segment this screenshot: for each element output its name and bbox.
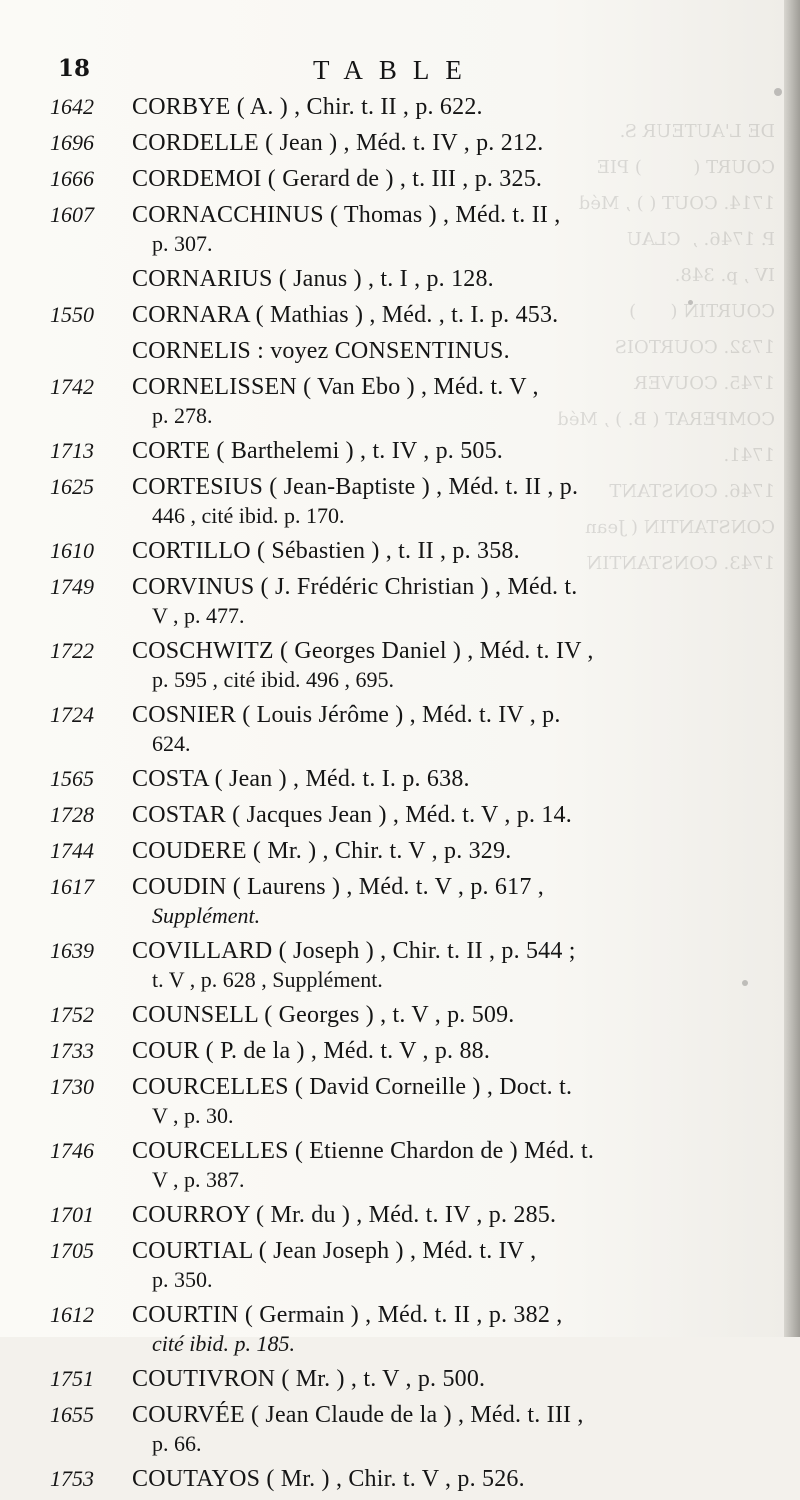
entry-text: COURCELLES ( David Corneille ) , Doct. t. — [132, 1074, 573, 1100]
entry-text: COURCELLES ( Etienne Chardon de ) Méd. t. — [132, 1138, 595, 1164]
index-entry — [50, 572, 750, 636]
entry-text: COUNSELL ( Georges ) , t. V , p. 509. — [132, 1002, 515, 1028]
entry-text: CORTESIUS ( Jean-Baptiste ) , Méd. t. II , p. — [132, 474, 579, 500]
entry-year: 1639 — [50, 938, 94, 963]
entry-continuation: p. 595 , cité ibid. 496 , 695. — [152, 667, 394, 692]
entry-year: 1751 — [50, 1366, 94, 1391]
entry-year: 1612 — [50, 1302, 94, 1327]
entry-year: 1625 — [50, 474, 94, 499]
entry-continuation: p. 278. — [152, 403, 213, 428]
index-entry — [50, 536, 750, 572]
index-entry — [50, 1464, 750, 1500]
index-entry — [50, 436, 750, 472]
entry-text: CORNELIS : voyez CONSENTINUS. — [132, 338, 510, 364]
entry-text: CORTE ( Barthelemi ) , t. IV , p. 505. — [132, 438, 503, 464]
entry-year: 1696 — [50, 130, 94, 155]
page-header — [58, 55, 758, 95]
index-entry — [50, 1200, 750, 1236]
entry-continuation: 446 , cité ibid. p. 170. — [152, 503, 345, 528]
entry-year: 1617 — [50, 874, 94, 899]
index-entries — [50, 92, 750, 1500]
entry-year: 1666 — [50, 166, 94, 191]
index-entry — [50, 264, 750, 300]
entry-text: CORVINUS ( J. Frédéric Christian ) , Méd. t. — [132, 574, 578, 600]
entry-text: COVILLARD ( Joseph ) , Chir. t. II , p. 544 ; — [132, 938, 576, 964]
entry-text: COURVÉE ( Jean Claude de la ) , Méd. t. III , — [132, 1402, 584, 1428]
index-entry — [50, 1136, 750, 1200]
index-entry — [50, 936, 750, 1000]
entry-year: 1701 — [50, 1202, 94, 1227]
index-entry — [50, 200, 750, 264]
entry-text: COSNIER ( Louis Jérôme ) , Méd. t. IV , p. — [132, 702, 561, 728]
entry-year: 1749 — [50, 574, 94, 599]
entry-continuation: V , p. 30. — [152, 1103, 234, 1128]
entry-year: 1705 — [50, 1238, 94, 1263]
index-entry — [50, 800, 750, 836]
index-entry — [50, 1236, 750, 1300]
index-entry — [50, 700, 750, 764]
entry-text: COURROY ( Mr. du ) , Méd. t. IV , p. 285. — [132, 1202, 557, 1228]
entry-continuation: cité ibid. p. 185. — [152, 1331, 295, 1356]
entry-text: CORTILLO ( Sébastien ) , t. II , p. 358. — [132, 538, 520, 564]
dust-speck — [742, 980, 748, 986]
entry-year: 1728 — [50, 802, 94, 827]
entry-text: COSTAR ( Jacques Jean ) , Méd. t. V , p. 14. — [132, 802, 572, 828]
entry-text: CORNARIUS ( Janus ) , t. I , p. 128. — [132, 266, 494, 292]
entry-year: 1607 — [50, 202, 94, 227]
entry-text: CORNACCHINUS ( Thomas ) , Méd. t. II , — [132, 202, 561, 228]
page-number: 18 — [58, 55, 91, 82]
entry-text: COSTA ( Jean ) , Méd. t. I. p. 638. — [132, 766, 470, 792]
show-through-text: DE L'AUTEUR S. COURT ( ) PIE 1714. COUT ( ) , Méd P. 1746. , CLAU IV , p. 348. COURTIN ( ) 1732. COURTOIS 1745. COUVER COMPERAT ( B. ) , Méd 1741. 1746. CONSTANT CONSTANTIN ( Jean 1743. CONSTANTIN — [557, 121, 775, 574]
index-entry — [50, 472, 750, 536]
entry-text: COURTIAL ( Jean Joseph ) , Méd. t. IV , — [132, 1238, 537, 1264]
index-entry — [50, 300, 750, 336]
entry-text: COUTIVRON ( Mr. ) , t. V , p. 500. — [132, 1366, 486, 1392]
index-entry — [50, 764, 750, 800]
entry-text: CORDELLE ( Jean ) , Méd. t. IV , p. 212. — [132, 130, 544, 156]
index-entry — [50, 372, 750, 436]
entry-text: CORDEMOI ( Gerard de ) , t. III , p. 325. — [132, 166, 543, 192]
entry-year: 1753 — [50, 1466, 94, 1491]
entry-year: 1746 — [50, 1138, 94, 1163]
page-edge-shadow — [784, 0, 800, 1337]
entry-year: 1730 — [50, 1074, 94, 1099]
entry-year: 1550 — [50, 302, 94, 327]
index-entry — [50, 1036, 750, 1072]
entry-text: COUR ( P. de la ) , Méd. t. V , p. 88. — [132, 1038, 491, 1064]
index-entry — [50, 1072, 750, 1136]
entry-year: 1733 — [50, 1038, 94, 1063]
entry-text: COUTAYOS ( Mr. ) , Chir. t. V , p. 526. — [132, 1466, 525, 1492]
entry-text: COURTIN ( Germain ) , Méd. t. II , p. 382 , — [132, 1302, 563, 1328]
entry-year: 1655 — [50, 1402, 94, 1427]
entry-text: COSCHWITZ ( Georges Daniel ) , Méd. t. IV , — [132, 638, 594, 664]
entry-continuation: V , p. 387. — [152, 1167, 245, 1192]
entry-year: 1642 — [50, 94, 94, 119]
entry-year: 1713 — [50, 438, 94, 463]
entry-year: 1722 — [50, 638, 94, 663]
index-entry — [50, 128, 750, 164]
index-entry — [50, 92, 750, 128]
entry-year: 1752 — [50, 1002, 94, 1027]
entry-year: 1724 — [50, 702, 94, 727]
entry-continuation: p. 66. — [152, 1431, 202, 1456]
index-entry — [50, 1364, 750, 1400]
dust-speck — [688, 300, 693, 305]
page-title: TABLE — [313, 55, 478, 85]
entry-text: CORNARA ( Mathias ) , Méd. , t. I. p. 453. — [132, 302, 559, 328]
entry-year: 1565 — [50, 766, 94, 791]
index-entry — [50, 164, 750, 200]
entry-continuation: V , p. 477. — [152, 603, 245, 628]
entry-continuation: Supplément. — [152, 903, 261, 928]
entry-continuation: 624. — [152, 731, 191, 756]
entry-text: CORBYE ( A. ) , Chir. t. II , p. 622. — [132, 94, 483, 120]
entry-year: 1744 — [50, 838, 94, 863]
index-entry — [50, 336, 750, 372]
index-entry — [50, 872, 750, 936]
entry-continuation: t. V , p. 628 , Supplément. — [152, 967, 383, 992]
index-entry — [50, 836, 750, 872]
entry-continuation: p. 307. — [152, 231, 213, 256]
entry-text: COUDIN ( Laurens ) , Méd. t. V , p. 617 , — [132, 874, 544, 900]
entry-continuation: p. 350. — [152, 1267, 213, 1292]
entry-year: 1742 — [50, 374, 94, 399]
dust-speck — [774, 88, 782, 96]
index-entry — [50, 1000, 750, 1036]
entry-text: COUDERE ( Mr. ) , Chir. t. V , p. 329. — [132, 838, 512, 864]
index-entry — [50, 636, 750, 700]
index-entry — [50, 1300, 750, 1364]
entry-year: 1610 — [50, 538, 94, 563]
entry-text: CORNELISSEN ( Van Ebo ) , Méd. t. V , — [132, 374, 539, 400]
index-entry — [50, 1400, 750, 1464]
